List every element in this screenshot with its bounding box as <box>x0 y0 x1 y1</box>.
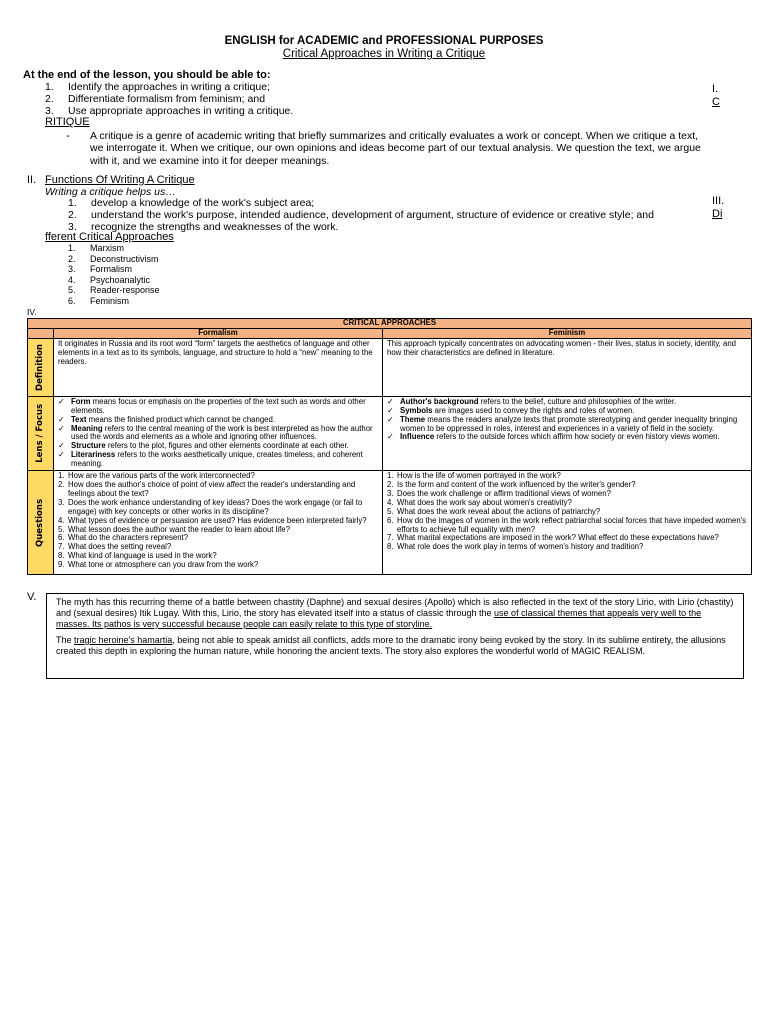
definition-feminism: This approach typically concentrates on advocating women - their lives, status in society, identity, and how their characteristics are defined in literature. <box>383 338 752 396</box>
list-item: 2. How does the author's choice of point of view affect the reader's understanding and feelings about the text? <box>58 479 356 498</box>
functions-heading: Functions Of Writing A Critique <box>45 174 195 186</box>
critique-definition: A critique is a genre of academic writing that briefly summarizes and critically evaluates a work or concept. When we critique a text, we interrogate it. When we critique, our own opinions and ideas become part of our textual analysis. We question the text, we argue with it, and we examine into it for deeper meanings. <box>90 130 701 167</box>
definition-formalism: It originates in Russia and its root word “form” targets the aesthetics of language and other elements in a text as to its symbols, language, and structure to hold a “new” meaning to the readers. <box>54 338 383 396</box>
list-item: 7. What does the setting reveal? <box>58 542 172 552</box>
row-label-lens-focus: Lens / Focus <box>28 396 54 470</box>
list-item: 7. What marital expectations are imposed in the work? What effect do these expectations have? <box>387 533 719 543</box>
functions-lead: Writing a critique helps us… <box>45 186 176 198</box>
check-icon: ✓ <box>58 441 65 451</box>
column-header-formalism: Formalism <box>54 328 383 338</box>
dash-bullet: - <box>66 130 70 142</box>
analysis-paragraph-1: The myth has this recurring theme of a battle between chastity (Daphne) and sexual desires (Apollo) which is also reflected in the text of the story Lirio, with Lirio (chastity) and (sexual desires) Itik Lugay. With this, Lirio, the story has elevated itself into a status of classic through the use of classical themes that appeals very well to the masses. Its pathos is very successful because people can easily relate to this type of storyline. <box>56 597 734 629</box>
list-item: ✓ Theme means the readers analyze texts that promote stereotyping and gender inequality bringing women to be oppressed in roles, interest and experiences in a variety of field in the society. <box>387 414 738 433</box>
list-item: 2. Deconstructivism <box>68 253 159 264</box>
section-letters-di: Di <box>712 208 723 220</box>
check-icon: ✓ <box>58 423 65 433</box>
list-item: 2. Is the form and content of the work influenced by the writer's gender? <box>387 479 636 489</box>
section-number-iv: IV. <box>27 307 37 317</box>
analysis-box <box>46 593 744 679</box>
questions-feminism <box>383 471 752 575</box>
objectives-intro: At the end of the lesson, you should be able to: <box>23 69 271 81</box>
list-item: 3. Formalism <box>68 264 132 275</box>
table-title: CRITICAL APPROACHES <box>28 319 752 329</box>
list-item: 9. What tone or atmosphere can you draw from the work? <box>58 560 259 570</box>
list-item: 1. How is the life of women portrayed in the work? <box>387 471 561 481</box>
list-item: 1. Marxism <box>68 243 124 253</box>
list-item: ✓ Structure refers to the plot, figures and other elements coordinate at each other. <box>58 441 349 451</box>
list-item: ✓ Influence refers to the outside forces which affirm how society or even history views women. <box>387 432 720 442</box>
list-item: 3. Does the work enhance understanding of key ideas? Does the work engage (or fail to engage) with key concepts or other works in its discipline? <box>58 497 363 516</box>
document-title: ENGLISH for ACADEMIC and PROFESSIONAL PURPOSES <box>224 35 544 47</box>
critique-heading: RITIQUE <box>45 116 90 128</box>
row-label-definition: Definition <box>28 338 54 396</box>
lens-formalism <box>54 396 383 470</box>
functions-list <box>68 197 654 233</box>
list-item: ✓ Text means the finished product which cannot be changed. <box>58 414 276 424</box>
section-number-v: V. <box>27 591 37 603</box>
list-item: 4. What types of evidence or persuasion are used? Has evidence been interpreted fairly? <box>58 515 367 525</box>
section-number-ii: II. <box>27 174 37 186</box>
check-icon: ✓ <box>58 414 65 424</box>
list-item: 5. What lesson does the author want the reader to learn about life? <box>58 524 290 534</box>
questions-formalism <box>54 471 383 575</box>
list-item: 5. Reader-response <box>68 285 160 296</box>
list-item: ✓ Author's background refers to the belief, culture and philosophies of the writer. <box>387 396 677 406</box>
critical-approaches-table <box>27 318 752 575</box>
list-item: ✓ Symbols are images used to convey the rights and roles of women. <box>387 405 635 415</box>
list-item: 6. How do the images of women in the work reflect patriarchal social forces that have impeded women's efforts to achieve full equality with men? <box>387 515 747 534</box>
objectives-list <box>45 81 293 117</box>
list-item: ✓ Meaning refers to the central meaning of the work is best interpreted as how the author used the words and elements as a whole and ignoring other influences. <box>58 423 373 442</box>
column-header-feminism: Feminism <box>383 328 752 338</box>
header-corner <box>28 328 54 338</box>
document-subtitle: Critical Approaches in Writing a Critique <box>282 48 486 60</box>
section-letter-c: C <box>712 96 720 108</box>
section-number-i: I. <box>712 83 719 95</box>
list-item: ✓ Form means focus or emphasis on the properties of the text such as words and other elements. <box>58 396 366 415</box>
list-item: 4. What does the work say about women's creativity? <box>387 497 572 507</box>
list-item: 8. What kind of language is used in the work? <box>58 551 217 561</box>
list-item: 6. Feminism <box>68 295 130 306</box>
list-item: 3. Does the work challenge or affirm traditional views of women? <box>387 488 611 498</box>
list-item: 3. Use appropriate approaches in writing a critique. <box>45 105 294 117</box>
list-item: 6. What do the characters represent? <box>58 533 189 543</box>
analysis-paragraph-2: The tragic heroine's hamartia, being not able to speak amidst all conflicts, adds more to the dramatic irony being evoked by the story. In its sublime entirety, the allusions created this depth in exploring the human nature, while honoring the ancient texts. The story also explores the wonderful world of MAGIC REALISM. <box>56 635 726 656</box>
list-item: 2. Differentiate formalism from feminism; and <box>45 93 266 105</box>
lens-feminism <box>383 396 752 470</box>
list-item: 8. What role does the work play in terms of women's history and tradition? <box>387 542 644 552</box>
check-icon: ✓ <box>58 396 65 406</box>
check-icon: ✓ <box>387 396 394 406</box>
row-label-questions: Questions <box>28 471 54 575</box>
approaches-list <box>68 243 160 307</box>
check-icon: ✓ <box>387 405 394 415</box>
list-item: ✓ Literariness refers to the works aesthetically unique, creates timeless, and coherent meaning. <box>58 450 363 469</box>
list-item: 1. develop a knowledge of the work's subject area; <box>68 197 315 209</box>
section-number-iii: III. <box>712 195 725 207</box>
list-item: 4. Psychoanalytic <box>68 274 151 285</box>
list-item: 1. How are the various parts of the work interconnected? <box>58 471 255 481</box>
list-item: 3. recognize the strengths and weaknesses of the work. <box>68 221 339 233</box>
list-item: 1. Identify the approaches in writing a critique; <box>45 81 270 93</box>
list-item: 5. What does the work reveal about the actions of patriarchy? <box>387 506 601 516</box>
list-item: 2. understand the work's purpose, intended audience, development of argument, structure of evidence or creative style; and <box>68 209 654 221</box>
check-icon: ✓ <box>387 432 394 442</box>
check-icon: ✓ <box>387 414 394 424</box>
approaches-heading: fferent Critical Approaches <box>45 231 174 243</box>
check-icon: ✓ <box>58 450 65 460</box>
